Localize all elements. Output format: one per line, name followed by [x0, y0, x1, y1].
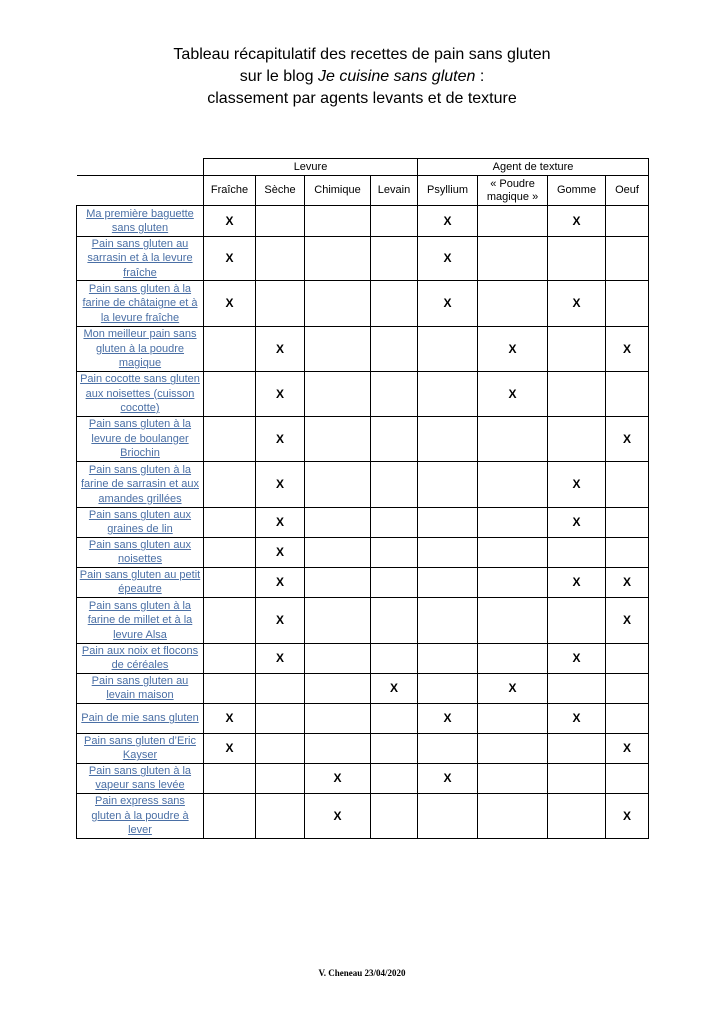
table-row	[77, 461, 649, 507]
mark-cell	[548, 537, 606, 567]
recipes-table	[76, 158, 649, 839]
mark-cell	[371, 461, 418, 507]
mark-cell	[305, 371, 371, 416]
mark-cell	[548, 733, 606, 763]
mark-cell	[606, 507, 649, 537]
recipe-link[interactable]: Pain express sans gluten à la poudre à lever	[77, 793, 204, 838]
recipe-link[interactable]: Mon meilleur pain sans gluten à la poudre magique	[77, 326, 204, 371]
mark-cell	[305, 537, 371, 567]
recipe-link[interactable]: Pain sans gluten aux noisettes	[77, 537, 204, 567]
mark-cell: X	[548, 280, 606, 326]
mark-cell	[371, 733, 418, 763]
table-row	[77, 763, 649, 793]
mark-cell: X	[418, 280, 478, 326]
mark-cell: X	[548, 461, 606, 507]
table-row	[77, 567, 649, 597]
title-line-2	[0, 66, 724, 88]
corner-cell	[77, 159, 204, 176]
recipe-link[interactable]: Pain sans gluten au levain maison	[77, 673, 204, 703]
mark-cell	[548, 597, 606, 643]
recipe-link[interactable]: Pain sans gluten à la levure de boulanger Briochin	[77, 416, 204, 461]
mark-cell	[305, 416, 371, 461]
mark-cell	[418, 643, 478, 673]
mark-cell: X	[418, 703, 478, 733]
mark-cell	[606, 371, 649, 416]
mark-cell	[606, 280, 649, 326]
mark-cell	[478, 567, 548, 597]
mark-cell	[371, 507, 418, 537]
mark-cell	[305, 643, 371, 673]
mark-cell: X	[256, 507, 305, 537]
mark-cell	[478, 537, 548, 567]
table-row	[77, 280, 649, 326]
table-row	[77, 371, 649, 416]
column-header: Psyllium	[418, 176, 478, 206]
mark-cell: X	[418, 206, 478, 237]
mark-cell	[478, 237, 548, 281]
mark-cell: X	[256, 416, 305, 461]
mark-cell: X	[305, 763, 371, 793]
table-row	[77, 326, 649, 371]
mark-cell	[478, 703, 548, 733]
mark-cell: X	[204, 206, 256, 237]
mark-cell	[418, 326, 478, 371]
mark-cell	[606, 703, 649, 733]
mark-cell	[305, 461, 371, 507]
mark-cell	[371, 567, 418, 597]
mark-cell	[418, 507, 478, 537]
mark-cell	[371, 326, 418, 371]
recipe-link[interactable]: Pain de mie sans gluten	[77, 703, 204, 733]
table-row	[77, 673, 649, 703]
mark-cell	[305, 673, 371, 703]
blog-name: Je cuisine sans gluten	[317, 68, 476, 85]
group-header-texture: Agent de texture	[418, 159, 649, 176]
corner-cell	[77, 176, 204, 206]
mark-cell	[371, 371, 418, 416]
title-line-2-suffix: :	[475, 68, 485, 85]
mark-cell	[478, 733, 548, 763]
mark-cell	[204, 537, 256, 567]
recipe-link[interactable]: Pain sans gluten à la farine de millet et à la levure Alsa	[77, 597, 204, 643]
mark-cell	[204, 597, 256, 643]
mark-cell	[548, 793, 606, 838]
mark-cell	[371, 703, 418, 733]
mark-cell	[548, 416, 606, 461]
mark-cell	[371, 763, 418, 793]
mark-cell	[548, 371, 606, 416]
mark-cell	[305, 237, 371, 281]
table-row	[77, 793, 649, 838]
mark-cell	[548, 763, 606, 793]
mark-cell: X	[478, 673, 548, 703]
mark-cell	[256, 733, 305, 763]
mark-cell	[371, 416, 418, 461]
recipe-link[interactable]: Pain sans gluten d’Eric Kayser	[77, 733, 204, 763]
mark-cell: X	[548, 507, 606, 537]
mark-cell: X	[548, 703, 606, 733]
mark-cell	[256, 673, 305, 703]
mark-cell	[305, 597, 371, 643]
title-line-1: Tableau récapitulatif des recettes de pain sans gluten	[173, 46, 551, 63]
mark-cell	[418, 567, 478, 597]
document-title	[0, 44, 724, 110]
mark-cell	[418, 733, 478, 763]
table-row	[77, 416, 649, 461]
mark-cell	[606, 763, 649, 793]
mark-cell	[371, 793, 418, 838]
mark-cell	[548, 673, 606, 703]
mark-cell: X	[256, 371, 305, 416]
mark-cell: X	[606, 326, 649, 371]
mark-cell	[256, 280, 305, 326]
column-header: Gomme	[548, 176, 606, 206]
mark-cell	[418, 793, 478, 838]
mark-cell	[371, 280, 418, 326]
mark-cell	[256, 793, 305, 838]
column-header: « Poudre magique »	[478, 176, 548, 206]
mark-cell	[371, 643, 418, 673]
mark-cell	[204, 643, 256, 673]
mark-cell: X	[256, 326, 305, 371]
mark-cell: X	[478, 371, 548, 416]
mark-cell	[371, 597, 418, 643]
mark-cell	[418, 371, 478, 416]
recipe-link[interactable]: Pain sans gluten au petit épeautre	[77, 567, 204, 597]
mark-cell	[256, 763, 305, 793]
mark-cell: X	[256, 537, 305, 567]
recipe-link[interactable]: Pain aux noix et flocons de céréales	[77, 643, 204, 673]
table-row	[77, 643, 649, 673]
mark-cell	[204, 371, 256, 416]
recipe-link[interactable]: Pain cocotte sans gluten aux noisettes (cuisson cocotte)	[77, 371, 204, 416]
mark-cell	[606, 537, 649, 567]
table-row	[77, 733, 649, 763]
recipe-link[interactable]: Pain sans gluten à la vapeur sans levée	[77, 763, 204, 793]
table-row	[77, 597, 649, 643]
mark-cell: X	[606, 733, 649, 763]
mark-cell	[478, 643, 548, 673]
mark-cell	[478, 206, 548, 237]
mark-cell	[204, 793, 256, 838]
mark-cell	[371, 206, 418, 237]
mark-cell: X	[204, 280, 256, 326]
mark-cell	[371, 537, 418, 567]
mark-cell	[606, 673, 649, 703]
mark-cell: X	[204, 703, 256, 733]
mark-cell	[305, 733, 371, 763]
column-header: Chimique	[305, 176, 371, 206]
mark-cell	[204, 461, 256, 507]
mark-cell	[256, 237, 305, 281]
mark-cell: X	[548, 567, 606, 597]
recipe-link[interactable]: Pain sans gluten à la farine de sarrasin et aux amandes grillées	[77, 461, 204, 507]
mark-cell	[478, 597, 548, 643]
mark-cell	[305, 206, 371, 237]
mark-cell: X	[256, 643, 305, 673]
mark-cell	[548, 237, 606, 281]
mark-cell	[478, 461, 548, 507]
column-header: Fraîche	[204, 176, 256, 206]
recipe-link[interactable]: Pain sans gluten au sarrasin et à la levure fraîche	[77, 237, 204, 281]
mark-cell	[305, 507, 371, 537]
table-row	[77, 237, 649, 281]
recipe-link[interactable]: Pain sans gluten aux graines de lin	[77, 507, 204, 537]
mark-cell: X	[606, 597, 649, 643]
table-row	[77, 537, 649, 567]
mark-cell	[418, 461, 478, 507]
mark-cell	[606, 206, 649, 237]
mark-cell	[418, 537, 478, 567]
mark-cell	[204, 763, 256, 793]
mark-cell	[204, 567, 256, 597]
column-header: Levain	[371, 176, 418, 206]
mark-cell: X	[548, 643, 606, 673]
mark-cell: X	[256, 461, 305, 507]
mark-cell	[478, 280, 548, 326]
mark-cell	[418, 416, 478, 461]
mark-cell	[305, 567, 371, 597]
mark-cell: X	[478, 326, 548, 371]
column-header: Oeuf	[606, 176, 649, 206]
mark-cell	[371, 237, 418, 281]
footer-signature: V. Cheneau 23/04/2020	[318, 968, 406, 978]
mark-cell: X	[256, 567, 305, 597]
mark-cell	[256, 206, 305, 237]
column-header: Sèche	[256, 176, 305, 206]
mark-cell	[606, 643, 649, 673]
mark-cell	[606, 461, 649, 507]
title-line-2-prefix: sur le blog	[239, 68, 318, 85]
mark-cell: X	[204, 237, 256, 281]
mark-cell: X	[371, 673, 418, 703]
mark-cell	[204, 326, 256, 371]
mark-cell: X	[606, 567, 649, 597]
mark-cell	[418, 597, 478, 643]
mark-cell: X	[305, 793, 371, 838]
mark-cell: X	[606, 416, 649, 461]
group-header-levure: Levure	[204, 159, 418, 176]
mark-cell	[305, 326, 371, 371]
mark-cell	[204, 416, 256, 461]
title-line-3: classement par agents levants et de texture	[207, 90, 517, 107]
mark-cell: X	[256, 597, 305, 643]
mark-cell	[478, 507, 548, 537]
mark-cell	[256, 703, 305, 733]
mark-cell	[305, 280, 371, 326]
mark-cell	[478, 793, 548, 838]
mark-cell: X	[418, 237, 478, 281]
mark-cell: X	[606, 793, 649, 838]
recipe-link[interactable]: Pain sans gluten à la farine de châtaigne et à la levure fraîche	[77, 280, 204, 326]
mark-cell	[478, 416, 548, 461]
recipe-link[interactable]: Ma première baguette sans gluten	[77, 206, 204, 237]
mark-cell: X	[204, 733, 256, 763]
mark-cell: X	[418, 763, 478, 793]
mark-cell	[418, 673, 478, 703]
mark-cell	[204, 673, 256, 703]
mark-cell	[548, 326, 606, 371]
mark-cell	[606, 237, 649, 281]
table-row	[77, 703, 649, 733]
table-row	[77, 507, 649, 537]
table-row	[77, 206, 649, 237]
mark-cell	[305, 703, 371, 733]
mark-cell	[478, 763, 548, 793]
mark-cell	[204, 507, 256, 537]
mark-cell: X	[548, 206, 606, 237]
